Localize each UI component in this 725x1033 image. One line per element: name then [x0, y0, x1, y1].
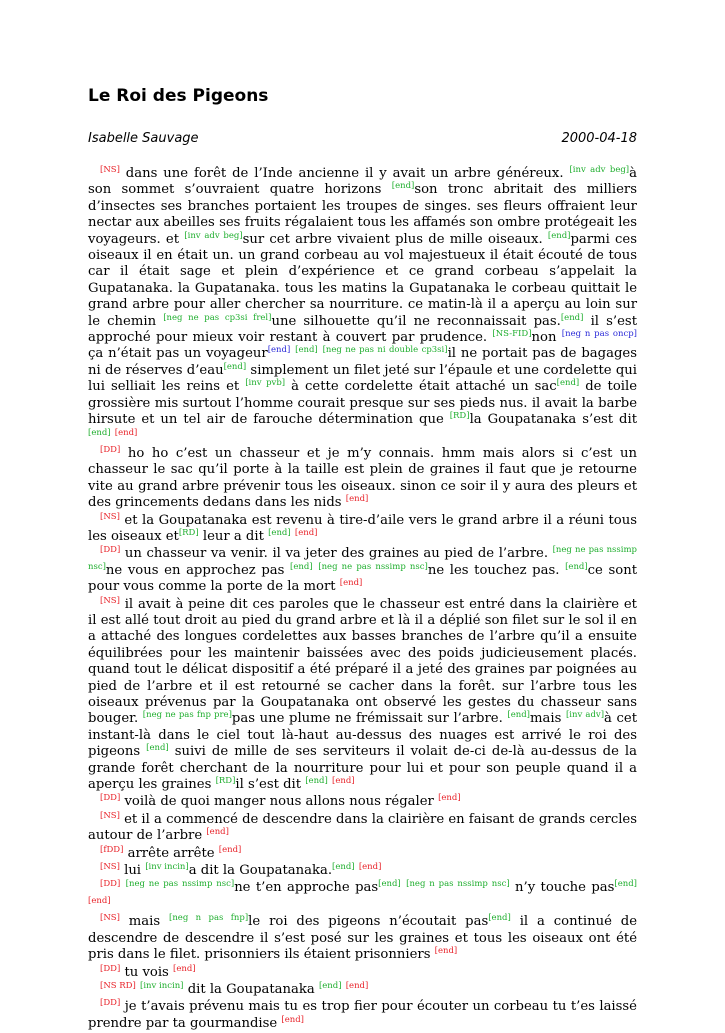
story-text: arrête arrête — [123, 845, 219, 861]
story-paragraph — [88, 513, 637, 546]
annotation-tag: [end] — [488, 913, 511, 924]
story-text: un chasseur va venir. il va jeter des graines au pied de l’arbre. — [120, 546, 553, 562]
story-text: ne vous en approchez pas — [105, 562, 291, 578]
story-text: et il a commencé de descendre dans la clairière en faisant de grands cercles autour de l’arbre — [88, 811, 637, 844]
annotation-tag: [end] — [295, 345, 318, 356]
story-text: à cette cordelette était attaché un sac — [285, 379, 557, 395]
annotation-tag: [NS] — [100, 595, 120, 606]
annotation-tag: [NS-FID] — [492, 329, 532, 340]
annotation-tag: [end] — [318, 980, 342, 991]
annotation-tag: [NS RD] — [100, 980, 136, 991]
story-text: parmi ces oiseaux il en était un. un grand corbeau au vol majestueux il était écouté de tous car il était sage et plein d’expérience et ce grand corbeau s’appelait la Gupatanaka. la Gupatanaka. tous les matins la Gupatanaka le corbeau quittait le grand arbre pour aller chercher sa nourriture. ce matin-là il a aperçu au loin sur le chemin — [88, 231, 637, 329]
annotation-tag: [RD] — [215, 776, 236, 787]
story-body — [88, 166, 637, 1033]
annotation-tag: [end] — [290, 561, 313, 572]
story-text: ne t’en approche pas — [234, 880, 379, 896]
annotation-tag: [inv incin] — [140, 980, 184, 991]
annotation-tag: [inv incin] — [145, 862, 189, 873]
annotation-tag: [end] — [565, 561, 588, 572]
story-paragraph — [88, 846, 637, 862]
story-text: et la Goupatanaka est revenu à tire-d’aile vers le grand arbre il a réuni tous les oiseaux et — [88, 512, 637, 544]
story-text: une silhouette qu’il ne reconnaissait pas. — [271, 313, 561, 329]
story-text: tu vois — [120, 964, 174, 980]
annotation-tag: [end] — [332, 776, 355, 787]
annotation-tag: [end] — [88, 427, 111, 438]
document-title: Le Roi des Pigeons — [88, 86, 269, 106]
annotation-tag: [end] — [294, 527, 318, 538]
story-text: de toile grossière mis surtout l’homme courait presque sur ses pieds nus. il avait la barbe hirsute et un tel air de farouche détermination que — [88, 379, 638, 428]
annotation-tag: [end] — [507, 710, 530, 721]
annotation-tag: [NS] — [100, 913, 120, 924]
annotation-tag: [end] — [267, 345, 291, 356]
annotation-tag: [neg ne pas nssimp nsc] — [318, 561, 428, 572]
story-paragraph — [88, 597, 637, 794]
annotation-tag: [neg ne pas nssimp nsc] — [125, 879, 235, 890]
story-text: suivi de mille de ses serviteurs il volait de-ci de-là au-dessus de la grande forêt cherchant de la nourriture pour lui et pour son peuple quand il a aperçu les graines — [88, 744, 637, 793]
story-text: ho ho c’est un chasseur et je m’y connais. hmm mais alors si c’est un chasseur le sac qu’il porte à la taille est plein de graines il faut que je retourne vite au grand arbre prévenir tous les oiseaux. sinon ce soir il y aura des pleurs et des grincements dedans dans les nids — [88, 445, 637, 511]
annotation-tag: [end] — [332, 862, 355, 873]
story-text: il s’est dit — [235, 777, 306, 793]
annotation-tag: [RD] — [449, 411, 470, 422]
annotation-tag: [end] — [88, 895, 111, 906]
story-text: ne les touchez pas. — [427, 562, 566, 578]
story-text: simplement un filet jeté sur l’épaule et une cordelette qui lui selliait les reins et — [88, 362, 637, 395]
story-paragraph — [88, 794, 637, 810]
document-date: 2000-04-18 — [561, 131, 637, 146]
annotation-tag: [end] — [146, 743, 169, 754]
annotation-tag: [end] — [547, 230, 571, 241]
annotation-tag: [neg n pas oncp] — [561, 329, 637, 340]
annotation-tag: [neg n pas nssimp nsc] — [406, 879, 510, 890]
annotation-tag: [inv adv beg] — [184, 230, 243, 241]
annotation-tag: [end] — [614, 879, 637, 890]
annotation-tag: [end] — [438, 793, 461, 804]
story-text: non — [531, 330, 562, 346]
annotation-tag: [inv adv] — [565, 710, 605, 721]
story-text: il ne portait pas de bagages ni de réserves d’eau — [88, 346, 637, 378]
annotation-tag: [NS] — [100, 511, 120, 522]
story-text: voilà de quoi manger nous allons nous régaler — [120, 794, 439, 810]
story-text: ça n’était pas un voyageur — [88, 346, 268, 362]
annotation-tag: [DD] — [100, 998, 121, 1009]
annotation-tag: [end] — [556, 378, 580, 389]
annotation-tag: [inv adv beg] — [569, 165, 630, 175]
annotation-tag: [end] — [345, 494, 369, 505]
annotation-tag: [DD] — [100, 963, 121, 974]
annotation-tag: [NS] — [100, 862, 120, 873]
story-paragraph — [88, 914, 637, 963]
story-text: ce sont pour vous comme la porte de la mort — [88, 562, 637, 595]
annotation-tag: [DD] — [100, 793, 121, 804]
story-text: sur cet arbre vivaient plus de mille oiseaux. — [242, 231, 548, 247]
story-text: n’y touche pas — [509, 880, 615, 896]
story-paragraph — [88, 982, 637, 998]
annotation-tag: [end] — [206, 827, 229, 838]
annotation-tag: [end] — [114, 427, 138, 438]
annotation-tag: [neg ne pas cp3si frel] — [163, 312, 272, 323]
annotation-tag: [end] — [358, 862, 382, 873]
annotation-tag: [end] — [345, 980, 369, 991]
story-text: son tronc abritait des milliers d’insectes ses branches portaient les troupes de singes. ses fleurs offraient leur nectar aux abeilles ses fruits régalaient tous les affamés son ombre protégeait les voyageurs. et — [88, 182, 637, 247]
story-text: pas une plume ne frémissait sur l’arbre. — [231, 711, 508, 727]
story-paragraph — [88, 999, 637, 1032]
story-text: lui — [119, 863, 146, 879]
annotation-tag: [end] — [391, 181, 415, 192]
story-text: à son sommet s’ouvraient quatre horizons — [88, 166, 637, 198]
story-paragraph — [88, 965, 637, 981]
story-text: dans une forêt de l’Inde ancienne il y avait un arbre généreux. — [119, 166, 570, 181]
annotation-tag: [end] — [281, 1014, 304, 1025]
story-paragraph — [88, 863, 637, 879]
annotation-tag: [DD] — [100, 444, 121, 455]
annotation-tag: [fDD] — [100, 844, 124, 855]
story-text: leur a dit — [198, 528, 269, 544]
annotation-tag: [inv pvb] — [245, 378, 286, 389]
annotation-tag: [neg ne pas ni double cp3si] — [322, 345, 448, 356]
story-text: il a continué de descendre de descendre il s’est posé sur les graines et tous les oiseaux ont été pris dans le filet. prisonniers ils étaient prisonniers — [88, 914, 637, 963]
annotation-tag: [end] — [560, 312, 584, 323]
annotation-tag: [NS] — [100, 810, 120, 821]
story-text: dit la Goupatanaka — [183, 981, 319, 997]
story-text: il s’est approché pour mieux voir restant à couvert par prudence. — [88, 313, 637, 346]
annotation-tag: [end] — [305, 776, 328, 787]
annotation-tag: [DD] — [100, 879, 121, 890]
story-text: mais — [529, 711, 566, 727]
annotation-tag: [neg ne pas nssimp nsc] — [88, 545, 637, 572]
story-text: je t’avais prévenu mais tu es trop fier pour écouter un corbeau tu t’es laissé prendre par ta gourmandise — [88, 999, 637, 1031]
story-text: il avait à peine dit ces paroles que le chasseur est entré dans la clairière et il est allé tout droit au pied du grand arbre et là il a déplié son filet sur le sol il en a attaché des longues cordelettes aux basses branches de l’arbre qu’il a ensuite équilibrées pour les maintenir baissées avec des poids judicieusement placés. quand tout le délicat dispositif a été préparé il a jeté des graines par poignées au pied de l’arbre et il est retourné se cacher dans la forêt. sur l’arbre tous les oiseaux prévenus par la Goupatanaka ont observé les gestes du chasseur sans bouger. — [88, 596, 637, 727]
story-paragraph — [88, 446, 637, 512]
annotation-tag: [end] — [223, 361, 247, 372]
story-paragraph — [88, 166, 637, 445]
story-text: le roi des pigeons n’écoutait pas — [248, 914, 489, 930]
annotation-tag: [neg ne pas fnp pre] — [142, 710, 232, 721]
annotation-tag: [neg n pas fnp] — [169, 913, 249, 924]
annotation-tag: [RD] — [178, 527, 199, 538]
story-text: à cet instant-là dans le ciel tout là-haut au-dessus des nuages est arrivé le roi des pigeons — [88, 711, 638, 760]
annotation-tag: [end] — [173, 963, 196, 974]
annotation-tag: [end] — [378, 879, 401, 890]
annotation-tag: [NS] — [100, 165, 120, 175]
story-text: la Goupatanaka s’est dit — [469, 412, 637, 428]
annotation-tag: [end] — [218, 844, 242, 855]
author-name: Isabelle Sauvage — [88, 131, 199, 146]
annotation-tag: [DD] — [100, 545, 121, 556]
story-text: mais — [119, 914, 170, 930]
story-text: a dit la Goupatanaka. — [188, 863, 333, 879]
story-paragraph — [88, 812, 637, 845]
story-paragraph — [88, 546, 637, 595]
annotation-tag: [end] — [434, 946, 458, 957]
annotation-tag: [end] — [268, 527, 291, 538]
annotation-tag: [end] — [339, 578, 363, 589]
story-paragraph — [88, 880, 637, 913]
